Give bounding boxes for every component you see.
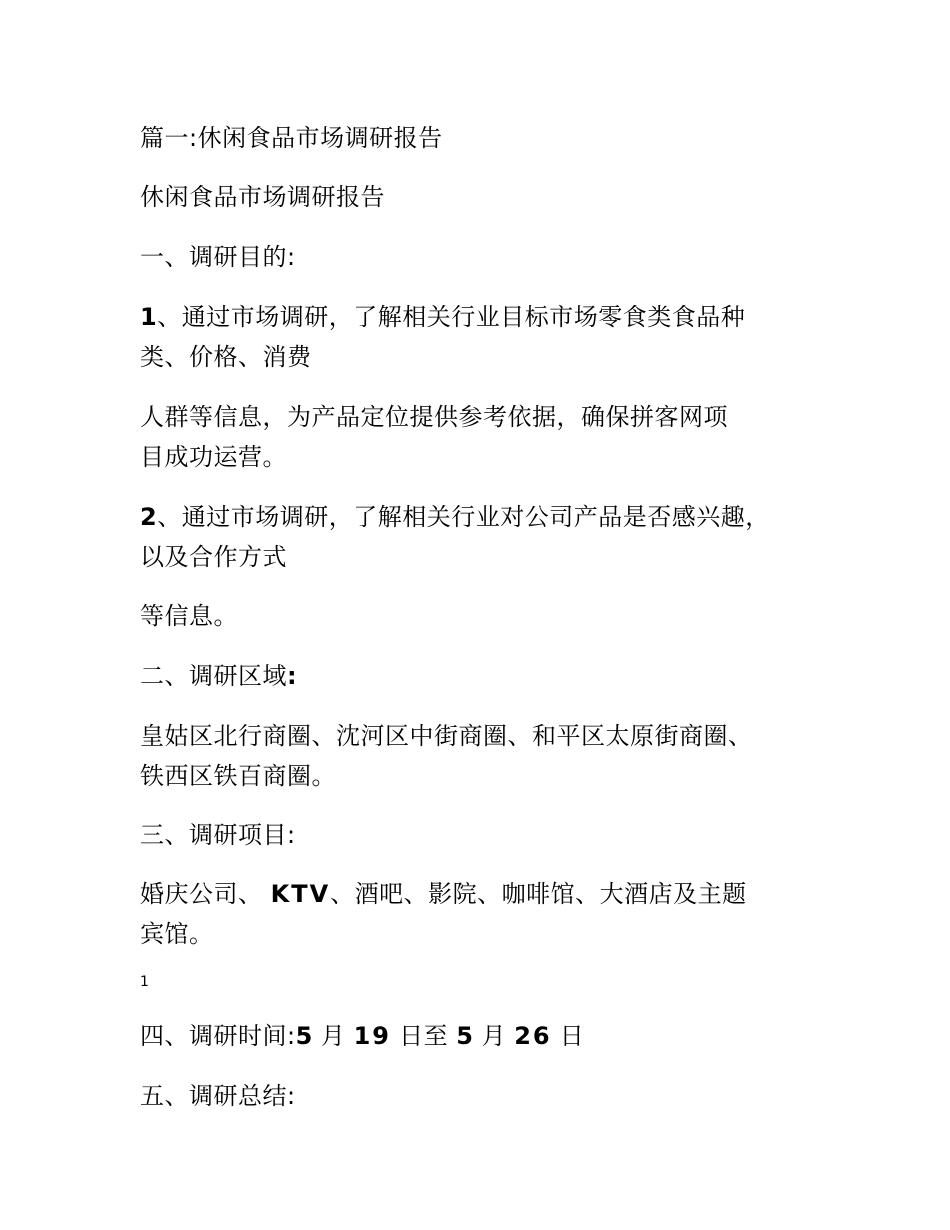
paragraph-text: 、通过市场调研，了解相关行业目标市场零食类食品种: [157, 303, 746, 331]
section-title-items: 三、调研项目:: [140, 821, 296, 849]
date-month-end: 5: [456, 1022, 474, 1050]
date-text: 月: [312, 1022, 354, 1050]
page-number: 1: [140, 974, 149, 990]
paragraph-text: 、通过市场调研，了解相关行业对公司产品是否感兴趣，: [157, 503, 770, 531]
date-day-end: 26: [514, 1022, 552, 1050]
date-text: 日至: [390, 1022, 457, 1050]
section-title-purpose: 一、调研目的:: [140, 243, 296, 271]
date-text: 月: [473, 1022, 515, 1050]
date-month-start: 5: [295, 1022, 313, 1050]
section-title-text: 四、调研时间:: [140, 1022, 296, 1050]
paragraph-6-line-2: 宾馆。: [140, 920, 214, 948]
paragraph-2-line-2: 目成功运营。: [140, 443, 287, 471]
doc-heading-1: 篇一:休闲食品市场调研报告: [140, 124, 443, 152]
ktv-text: KTV: [270, 880, 331, 908]
doc-heading-2: 休闲食品市场调研报告: [140, 183, 385, 211]
section-title-summary: 五、调研总结:: [140, 1082, 296, 1110]
paragraph-text: 、酒吧、影院、咖啡馆、大酒店及主题: [330, 880, 747, 908]
paragraph-text: 婚庆公司、: [140, 880, 271, 908]
section-title-colon: :: [287, 662, 298, 690]
paragraph-5-line-2: 铁西区铁百商圈。: [140, 762, 336, 790]
paragraph-5-line-1: 皇姑区北行商圈、沈河区中街商圈、和平区太原街商圈、: [140, 722, 753, 750]
date-text: 日: [551, 1022, 585, 1050]
paragraph-1-line-2: 类、价格、消费: [140, 343, 312, 371]
paragraph-1-line-1: [140, 297, 745, 337]
list-number: 2: [140, 503, 158, 531]
paragraph-6-line-1: [140, 874, 747, 914]
list-number: 1: [140, 303, 158, 331]
section-title-text: 二、调研区域: [140, 662, 287, 690]
paragraph-4-line-1: 等信息。: [140, 602, 238, 630]
section-title-region: [140, 656, 297, 696]
paragraph-3-line-2: 以及合作方式: [140, 543, 287, 571]
paragraph-3-line-1: [140, 497, 770, 537]
paragraph-2-line-1: 人群等信息，为产品定位提供参考依据，确保拼客网项: [140, 403, 728, 431]
date-day-start: 19: [353, 1022, 391, 1050]
section-title-time: [140, 1016, 584, 1056]
